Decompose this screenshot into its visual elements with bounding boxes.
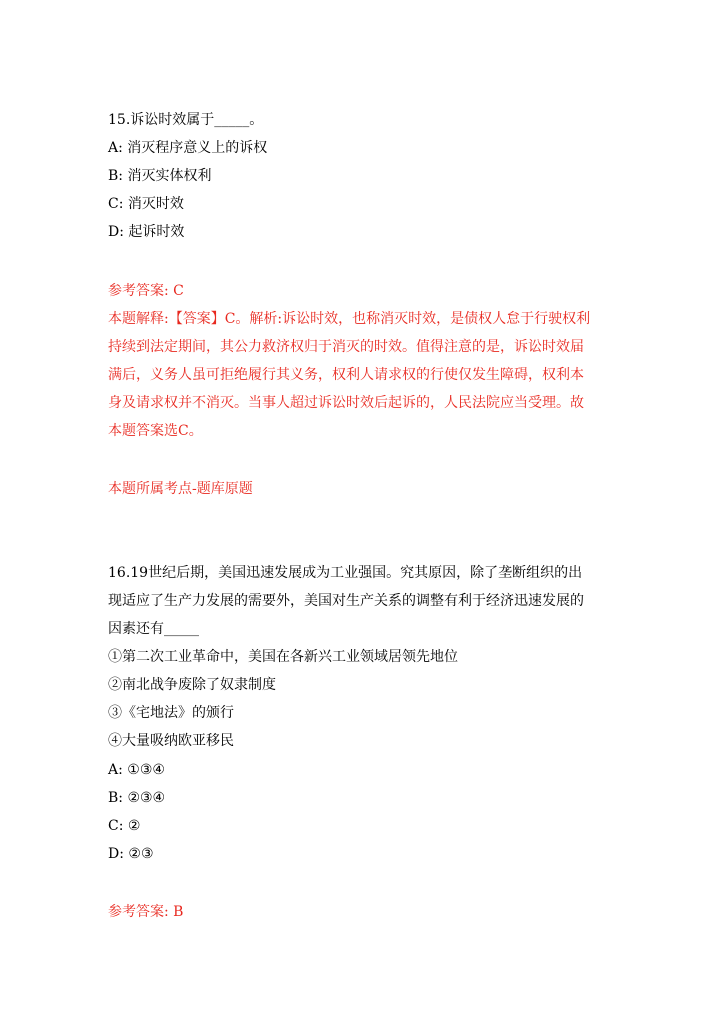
q16-option-c: C: ② (108, 818, 141, 834)
q15-answer: 参考答案: C (108, 283, 184, 299)
q15-explanation-line-4: 身及请求权并不消灭。当事人超过诉讼时效后起诉的，人民法院应当受理。故 (108, 395, 584, 411)
q16-answer: 参考答案: B (108, 904, 184, 920)
q15-option-b: B: 消灭实体权利 (108, 168, 212, 184)
q16-stem-line-3: 因素还有_____ (108, 621, 199, 637)
q15-explanation-line-2: 持续到法定期间，其公力救济权归于消灭的时效。值得注意的是，诉讼时效届 (108, 339, 584, 355)
q16-option-d: D: ②③ (108, 846, 154, 862)
q15-source: 本题所属考点-题库原题 (108, 481, 253, 497)
q16-statement-4: ④大量吸纳欧亚移民 (108, 733, 234, 749)
q16-statement-3: ③《宅地法》的颁行 (108, 705, 234, 721)
q16-statement-2: ②南北战争废除了奴隶制度 (108, 677, 276, 693)
q16-option-a: A: ①③④ (108, 762, 165, 778)
q15-explanation-line-5: 本题答案选C。 (108, 423, 203, 439)
q15-option-a: A: 消灭程序意义上的诉权 (108, 140, 268, 156)
q16-stem-line-2: 现适应了生产力发展的需要外，美国对生产关系的调整有利于经济迅速发展的 (108, 593, 584, 609)
q15-stem: 15.诉讼时效属于_____。 (108, 112, 264, 128)
q16-option-b: B: ②③④ (108, 790, 166, 806)
q15-explanation-line-1: 本题解释:【答案】C。解析:诉讼时效，也称消灭时效，是债权人怠于行驶权利 (108, 311, 591, 327)
q16-statement-1: ①第二次工业革命中，美国在各新兴工业领域居领先地位 (108, 649, 458, 665)
q15-option-d: D: 起诉时效 (108, 224, 185, 240)
q15-explanation-line-3: 满后，义务人虽可拒绝履行其义务，权利人请求权的行使仅发生障碍，权利本 (108, 367, 584, 383)
q15-option-c: C: 消灭时效 (108, 196, 184, 212)
q16-stem-line-1: 16.19世纪后期，美国迅速发展成为工业强国。究其原因，除了垄断组织的出 (108, 565, 583, 581)
